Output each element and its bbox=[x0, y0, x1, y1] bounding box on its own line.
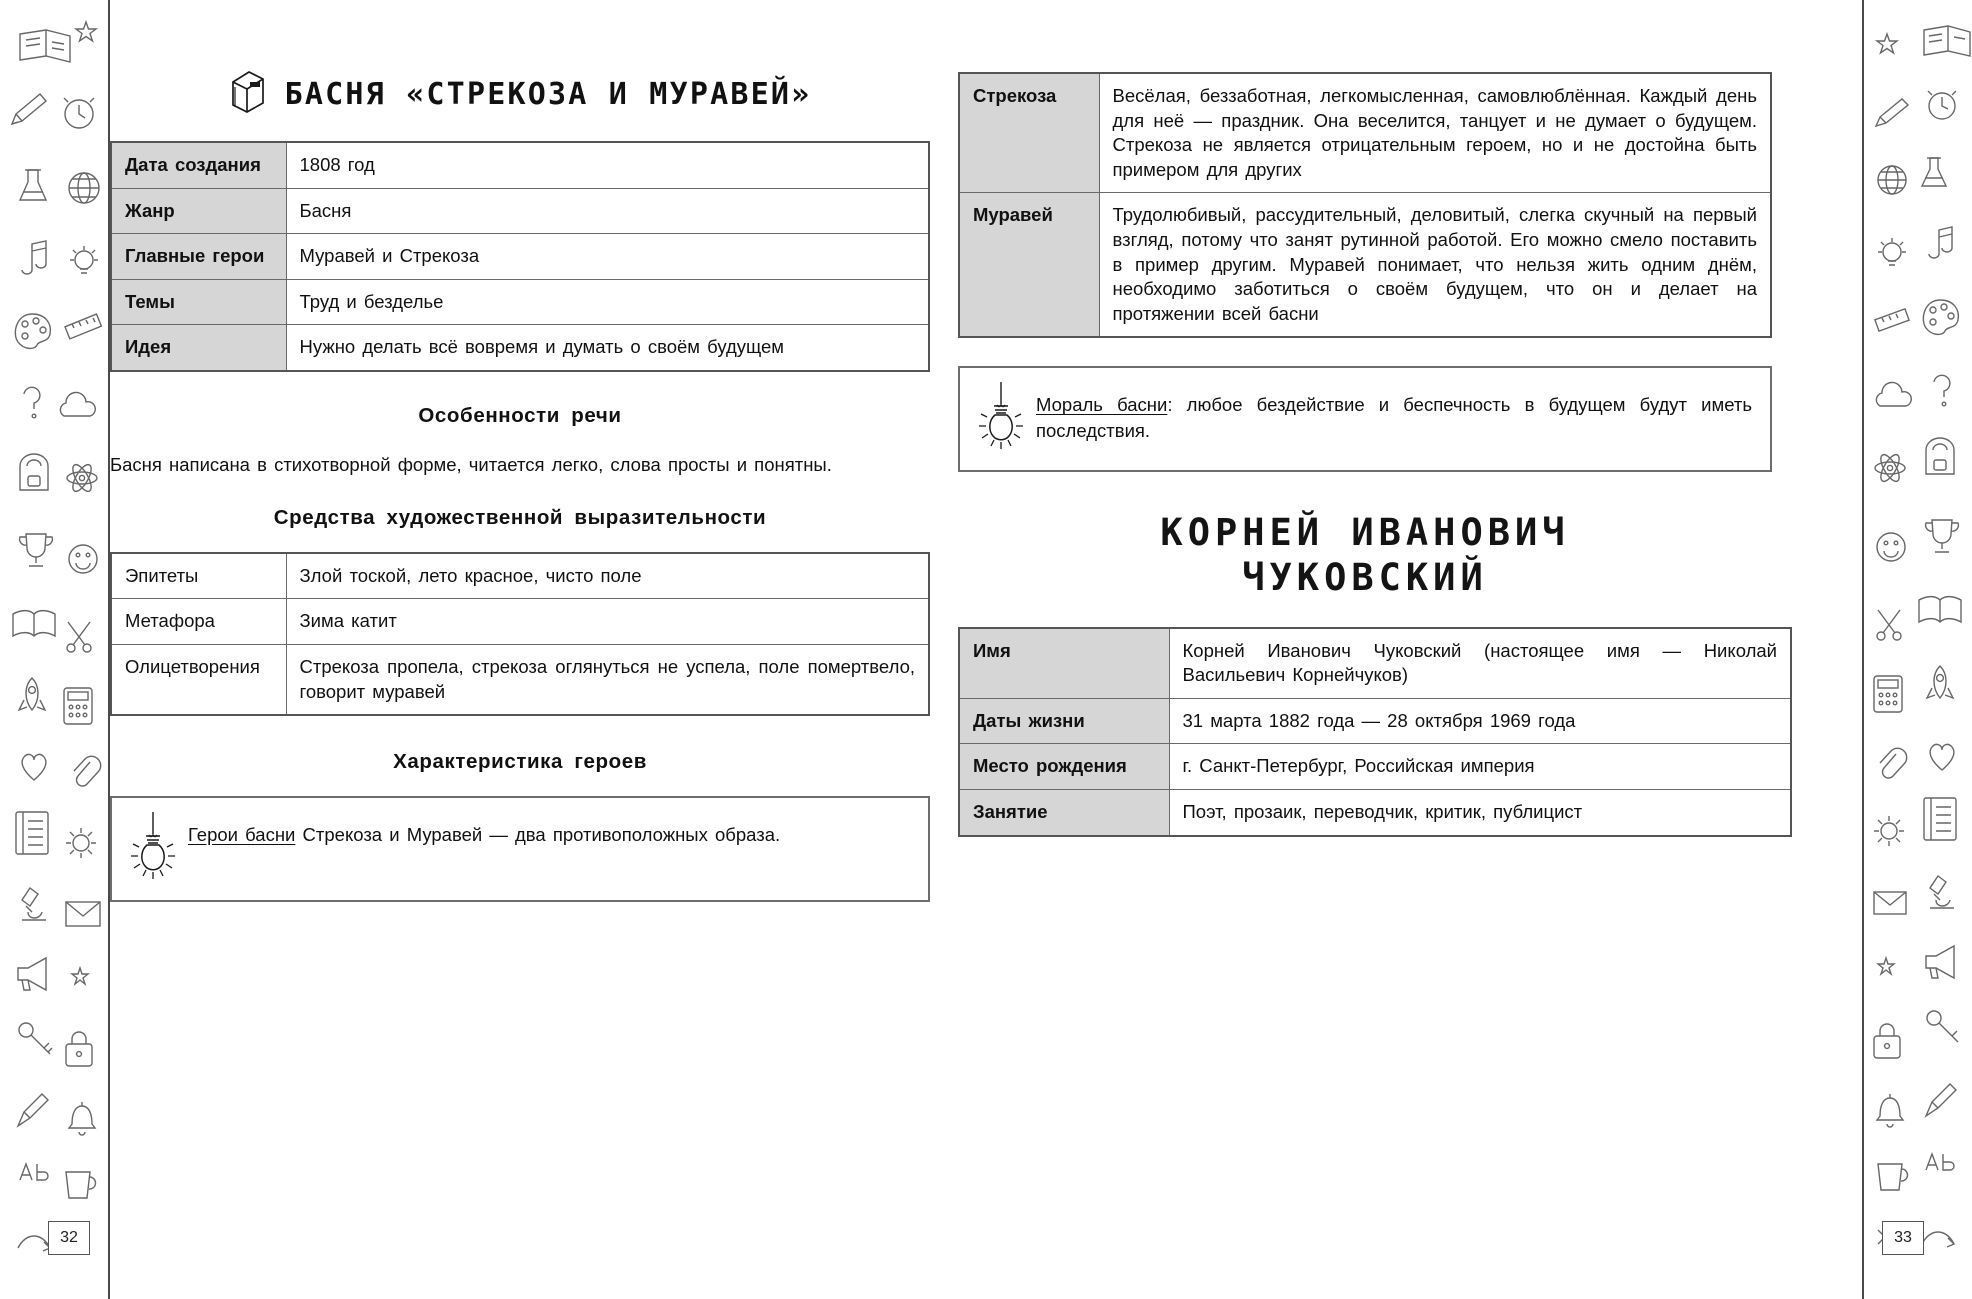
table-row bbox=[111, 188, 929, 234]
page-edge-right bbox=[1862, 0, 1864, 1299]
row-value: 31 марта 1882 года — 28 октября 1969 года bbox=[1169, 698, 1791, 744]
row-value: г. Санкт-Петербург, Российская империя bbox=[1169, 744, 1791, 790]
decorative-doodle-margin-left bbox=[0, 0, 110, 1299]
table-row bbox=[959, 628, 1791, 699]
book-icon bbox=[229, 70, 267, 119]
devices-table-wrapper bbox=[110, 552, 930, 716]
lightbulb-icon bbox=[970, 382, 1032, 456]
row-key: Стрекоза bbox=[959, 73, 1099, 193]
row-value: Трудолюбивый, рассудительный, деловитый, слегка скучный на первый взгляд, потому что занят рутинной работой. Его можно смело поставить в пример другим. Муравей понимает, что нельзя жить одним днём, необходимо заботиться о своём будущем, что он и делает на протяжении всей басни bbox=[1099, 193, 1771, 337]
row-key: Занятие bbox=[959, 789, 1169, 835]
row-key: Даты жизни bbox=[959, 698, 1169, 744]
row-value: Стрекоза пропела, стрекоза оглянуться не успела, поле помертвело, говорит муравей bbox=[286, 645, 929, 716]
table-row bbox=[111, 142, 929, 188]
row-key: Имя bbox=[959, 628, 1169, 699]
table-row bbox=[959, 73, 1771, 193]
row-value: Поэт, прозаик, переводчик, критик, публицист bbox=[1169, 789, 1791, 835]
row-value: 1808 год bbox=[286, 142, 929, 188]
moral-callout bbox=[958, 366, 1772, 472]
row-key: Эпитеты bbox=[111, 553, 286, 599]
row-key: Жанр bbox=[111, 188, 286, 234]
characters-table bbox=[958, 72, 1772, 338]
author-name-line-1: КОРНЕЙ ИВАНОВИЧ bbox=[1160, 511, 1570, 555]
characters-heading: Характеристика героев bbox=[393, 750, 647, 774]
row-value: Нужно делать всё вовремя и думать о своём будущем bbox=[286, 325, 929, 371]
speech-paragraph: Басня написана в стихотворной форме, читается легко, слова просты и понятны. bbox=[110, 453, 832, 475]
row-key: Муравей bbox=[959, 193, 1099, 337]
table-row bbox=[111, 599, 929, 645]
fable-title-row bbox=[110, 70, 930, 119]
lightbulb-icon bbox=[122, 812, 184, 886]
table-row bbox=[959, 744, 1791, 790]
characters-callout-rest: Стрекоза и Муравей — два противоположных образа. bbox=[295, 824, 781, 846]
row-key: Главные герои bbox=[111, 234, 286, 280]
author-table-wrapper bbox=[958, 627, 1862, 837]
row-key: Темы bbox=[111, 279, 286, 325]
table-row bbox=[959, 698, 1791, 744]
right-page bbox=[958, 0, 1912, 1299]
row-value: Труд и безделье bbox=[286, 279, 929, 325]
row-key: Дата создания bbox=[111, 142, 286, 188]
table-row bbox=[959, 193, 1771, 337]
fable-info-table bbox=[110, 141, 930, 372]
row-value: Корней Иванович Чуковский (настоящее имя — Николай Васильевич Корнейчуков) bbox=[1169, 628, 1791, 699]
author-name-heading bbox=[958, 510, 1862, 600]
author-table bbox=[958, 627, 1792, 837]
page-number-right: 33 bbox=[1882, 1221, 1924, 1255]
left-page bbox=[60, 0, 958, 1299]
speech-heading: Особенности речи bbox=[418, 403, 622, 427]
row-key: Олицетворения bbox=[111, 645, 286, 716]
moral-callout-text bbox=[1036, 382, 1752, 443]
row-value: Зима катит bbox=[286, 599, 929, 645]
devices-table bbox=[110, 552, 930, 716]
fable-info-table-wrapper bbox=[110, 141, 930, 372]
table-row bbox=[111, 325, 929, 371]
row-value: Злой тоской, лето красное, чисто поле bbox=[286, 553, 929, 599]
moral-callout-rest: : любое бездействие и беспечность в будущем будут иметь последствия. bbox=[1036, 394, 1752, 441]
characters-table-wrapper bbox=[958, 72, 1862, 338]
row-key: Место рождения bbox=[959, 744, 1169, 790]
page-title: БАСНЯ «СТРЕКОЗА И МУРАВЕЙ» bbox=[284, 77, 812, 112]
author-name-line-2: ЧУКОВСКИЙ bbox=[1242, 556, 1488, 600]
page-number-left: 32 bbox=[48, 1221, 90, 1255]
row-value: Муравей и Стрекоза bbox=[286, 234, 929, 280]
moral-callout-underlined: Мораль басни bbox=[1036, 394, 1168, 416]
table-row bbox=[111, 234, 929, 280]
table-row bbox=[111, 553, 929, 599]
table-row bbox=[111, 279, 929, 325]
row-key: Идея bbox=[111, 325, 286, 371]
row-value: Весёлая, беззаботная, легкомысленная, самовлюблённая. Каждый день для неё — праздник. Она веселится, танцует и не думает о будущем. Стрекоза не является отрицательным героем, но и не достойна быть примером для других bbox=[1099, 73, 1771, 193]
characters-callout bbox=[110, 796, 930, 902]
characters-callout-underlined: Герои басни bbox=[188, 824, 296, 846]
decorative-doodle-margin-right bbox=[1862, 0, 1972, 1299]
row-value: Басня bbox=[286, 188, 929, 234]
table-row bbox=[959, 789, 1791, 835]
table-row bbox=[111, 645, 929, 716]
row-key: Метафора bbox=[111, 599, 286, 645]
characters-callout-text bbox=[188, 812, 910, 848]
devices-heading: Средства художественной выразительности bbox=[273, 505, 767, 529]
